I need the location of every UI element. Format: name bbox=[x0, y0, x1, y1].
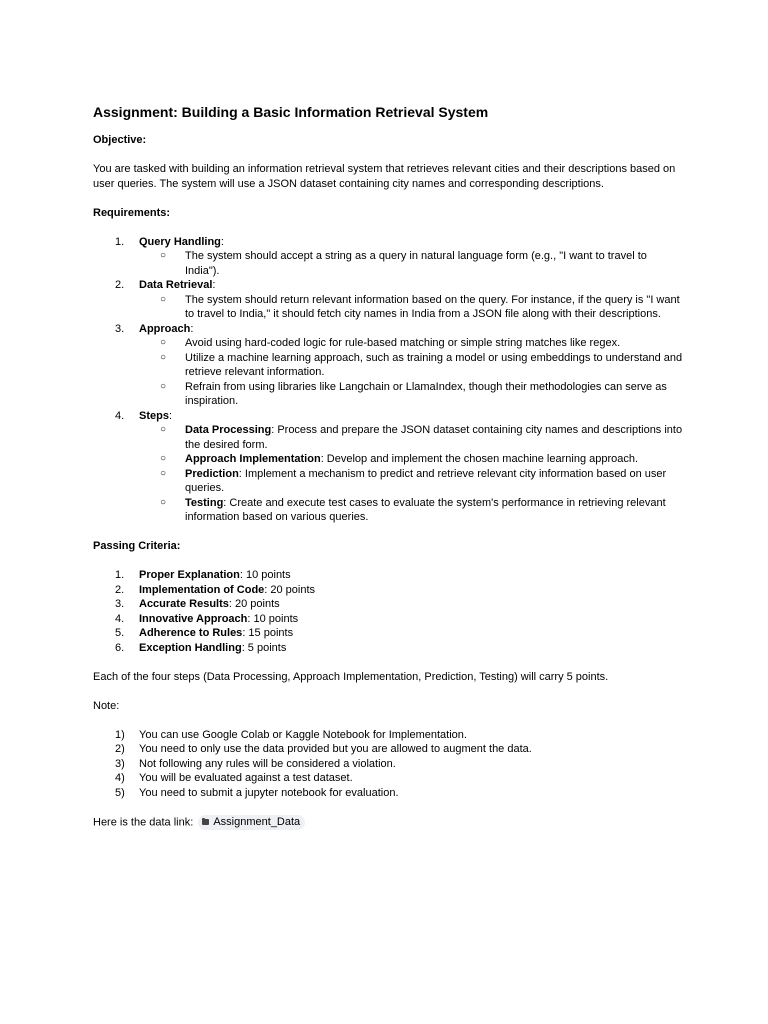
circle-bullet-icon: ○ bbox=[160, 467, 167, 479]
circle-bullet-icon: ○ bbox=[160, 453, 167, 464]
note-item: 2) You need to only use the data provided but you are allowed to augment the data. bbox=[115, 743, 532, 755]
note-heading: Note: bbox=[93, 699, 120, 712]
folder-icon bbox=[202, 819, 209, 825]
requirement-number: 3. bbox=[115, 322, 125, 335]
requirement-item: 4. Steps: ○ Data Processing: Process and prepare the JSON dataset containing city names and descriptions into the desired form. ○ Approach Implementation: Develop and implement the chosen machine learning approach. ○ Prediction: Implement a mechanism to predict and retrieve relevant city information based on user queries. ○ Testing: Create and execute test cases to evaluate the system's performance in retrieving relevant information based on various queries. bbox=[93, 409, 683, 525]
sub-item: ○ Avoid using hard-coded logic for rule-based matching or simple string matches like regex. bbox=[160, 337, 621, 349]
note-item: 5) You need to submit a jupyter notebook for evaluation. bbox=[115, 786, 399, 799]
requirement-label: Data Retrieval bbox=[139, 279, 213, 291]
note-item: 3) Not following any rules will be considered a violation. bbox=[115, 757, 396, 770]
note-list bbox=[93, 728, 683, 801]
requirement-number: 2. bbox=[115, 279, 125, 291]
criteria-item: 4. Innovative Approach: 10 points bbox=[115, 612, 299, 625]
data-link-prefix: Here is the data link: bbox=[93, 815, 194, 828]
requirements-list bbox=[93, 235, 683, 525]
circle-bullet-icon: ○ bbox=[160, 250, 167, 261]
requirement-number: 1. bbox=[115, 235, 125, 248]
criteria-item: 3. Accurate Results: 20 points bbox=[115, 598, 280, 610]
sub-item: ○ Data Processing: Process and prepare the JSON dataset containing city names and descriptions into the desired form. bbox=[160, 424, 683, 451]
circle-bullet-icon: ○ bbox=[160, 293, 167, 305]
sub-item: ○ The system should return relevant information based on the query. For instance, if the query is "I want to travel to India," it should fetch city names in India from a JSON file along with their descriptions. bbox=[160, 293, 680, 320]
requirements-heading: Requirements: bbox=[93, 206, 171, 219]
requirement-item: 2. Data Retrieval: ○ The system should return relevant information based on the query. For instance, if the query is "I want to travel to India," it should fetch city names in India from a JSON file along with their descriptions. bbox=[93, 278, 683, 322]
requirement-item: 1. Query Handling: ○ The system should accept a string as a query in natural language form (e.g., "I want to travel to India"). bbox=[93, 235, 683, 279]
requirement-sublist bbox=[139, 423, 683, 525]
sub-item: ○ Testing: Create and execute test cases to evaluate the system's performance in retrieving relevant information based on various queries. bbox=[160, 496, 666, 523]
criteria-item: 1. Proper Explanation: 10 points bbox=[115, 569, 291, 581]
criteria-item: 2. Implementation of Code: 20 points bbox=[115, 583, 316, 596]
criteria-item: 5. Adherence to Rules: 15 points bbox=[115, 627, 294, 639]
sub-item: ○ Approach Implementation: Develop and implement the chosen machine learning approach. bbox=[160, 453, 639, 465]
sub-item: ○ The system should accept a string as a query in natural language form (e.g., "I want to travel to India"). bbox=[160, 250, 647, 277]
steps-note: Each of the four steps (Data Processing, Approach Implementation, Prediction, Testing) will carry 5 points. bbox=[93, 670, 609, 683]
document-body bbox=[93, 103, 683, 844]
note-item: 4) You will be evaluated against a test dataset. bbox=[115, 772, 353, 784]
circle-bullet-icon: ○ bbox=[160, 337, 167, 348]
requirement-item: 3. Approach: ○ Avoid using hard-coded logic for rule-based matching or simple string matches like regex. ○ Utilize a machine learning approach, such as training a model or using embeddings to understand and retrieve relevant information. ○ Refrain from using libraries like Langchain or LlamaIndex, though their methodologies can serve as inspiration. bbox=[93, 322, 683, 409]
document-title: Assignment: Building a Basic Information Retrieval System bbox=[93, 104, 489, 120]
requirement-sublist bbox=[139, 249, 683, 278]
requirement-sublist bbox=[139, 293, 683, 322]
criteria-heading: Passing Criteria: bbox=[93, 540, 181, 552]
sub-item: ○ Prediction: Implement a mechanism to predict and retrieve relevant city information based on user queries. bbox=[160, 467, 667, 494]
data-link-line bbox=[93, 815, 683, 830]
requirement-label: Query Handling bbox=[139, 235, 221, 248]
requirement-sublist bbox=[139, 336, 683, 409]
note-item: 1) You can use Google Colab or Kaggle Notebook for Implementation. bbox=[115, 728, 467, 741]
circle-bullet-icon: ○ bbox=[160, 424, 167, 435]
objective-heading: Objective: bbox=[93, 134, 147, 146]
requirement-number: 4. bbox=[115, 409, 125, 422]
circle-bullet-icon: ○ bbox=[160, 351, 167, 363]
data-link-chip[interactable] bbox=[198, 815, 305, 830]
circle-bullet-icon: ○ bbox=[160, 496, 167, 508]
sub-item: ○ Refrain from using libraries like Langchain or LlamaIndex, though their methodologies can serve as inspiration. bbox=[160, 380, 667, 407]
data-link-label: Assignment_Data bbox=[213, 815, 301, 828]
circle-bullet-icon: ○ bbox=[160, 380, 167, 392]
sub-item: ○ Utilize a machine learning approach, such as training a model or using embeddings to understand and retrieve relevant information. bbox=[160, 351, 683, 378]
objective-text: You are tasked with building an information retrieval system that retrieves relevant cities and their descriptions based on user queries. The system will use a JSON dataset containing city names and corresponding descriptions. bbox=[93, 163, 676, 190]
requirement-label: Approach bbox=[139, 322, 191, 335]
criteria-list bbox=[93, 568, 683, 655]
criteria-item: 6. Exception Handling: 5 points bbox=[115, 641, 287, 654]
requirement-label: Steps bbox=[139, 409, 169, 422]
